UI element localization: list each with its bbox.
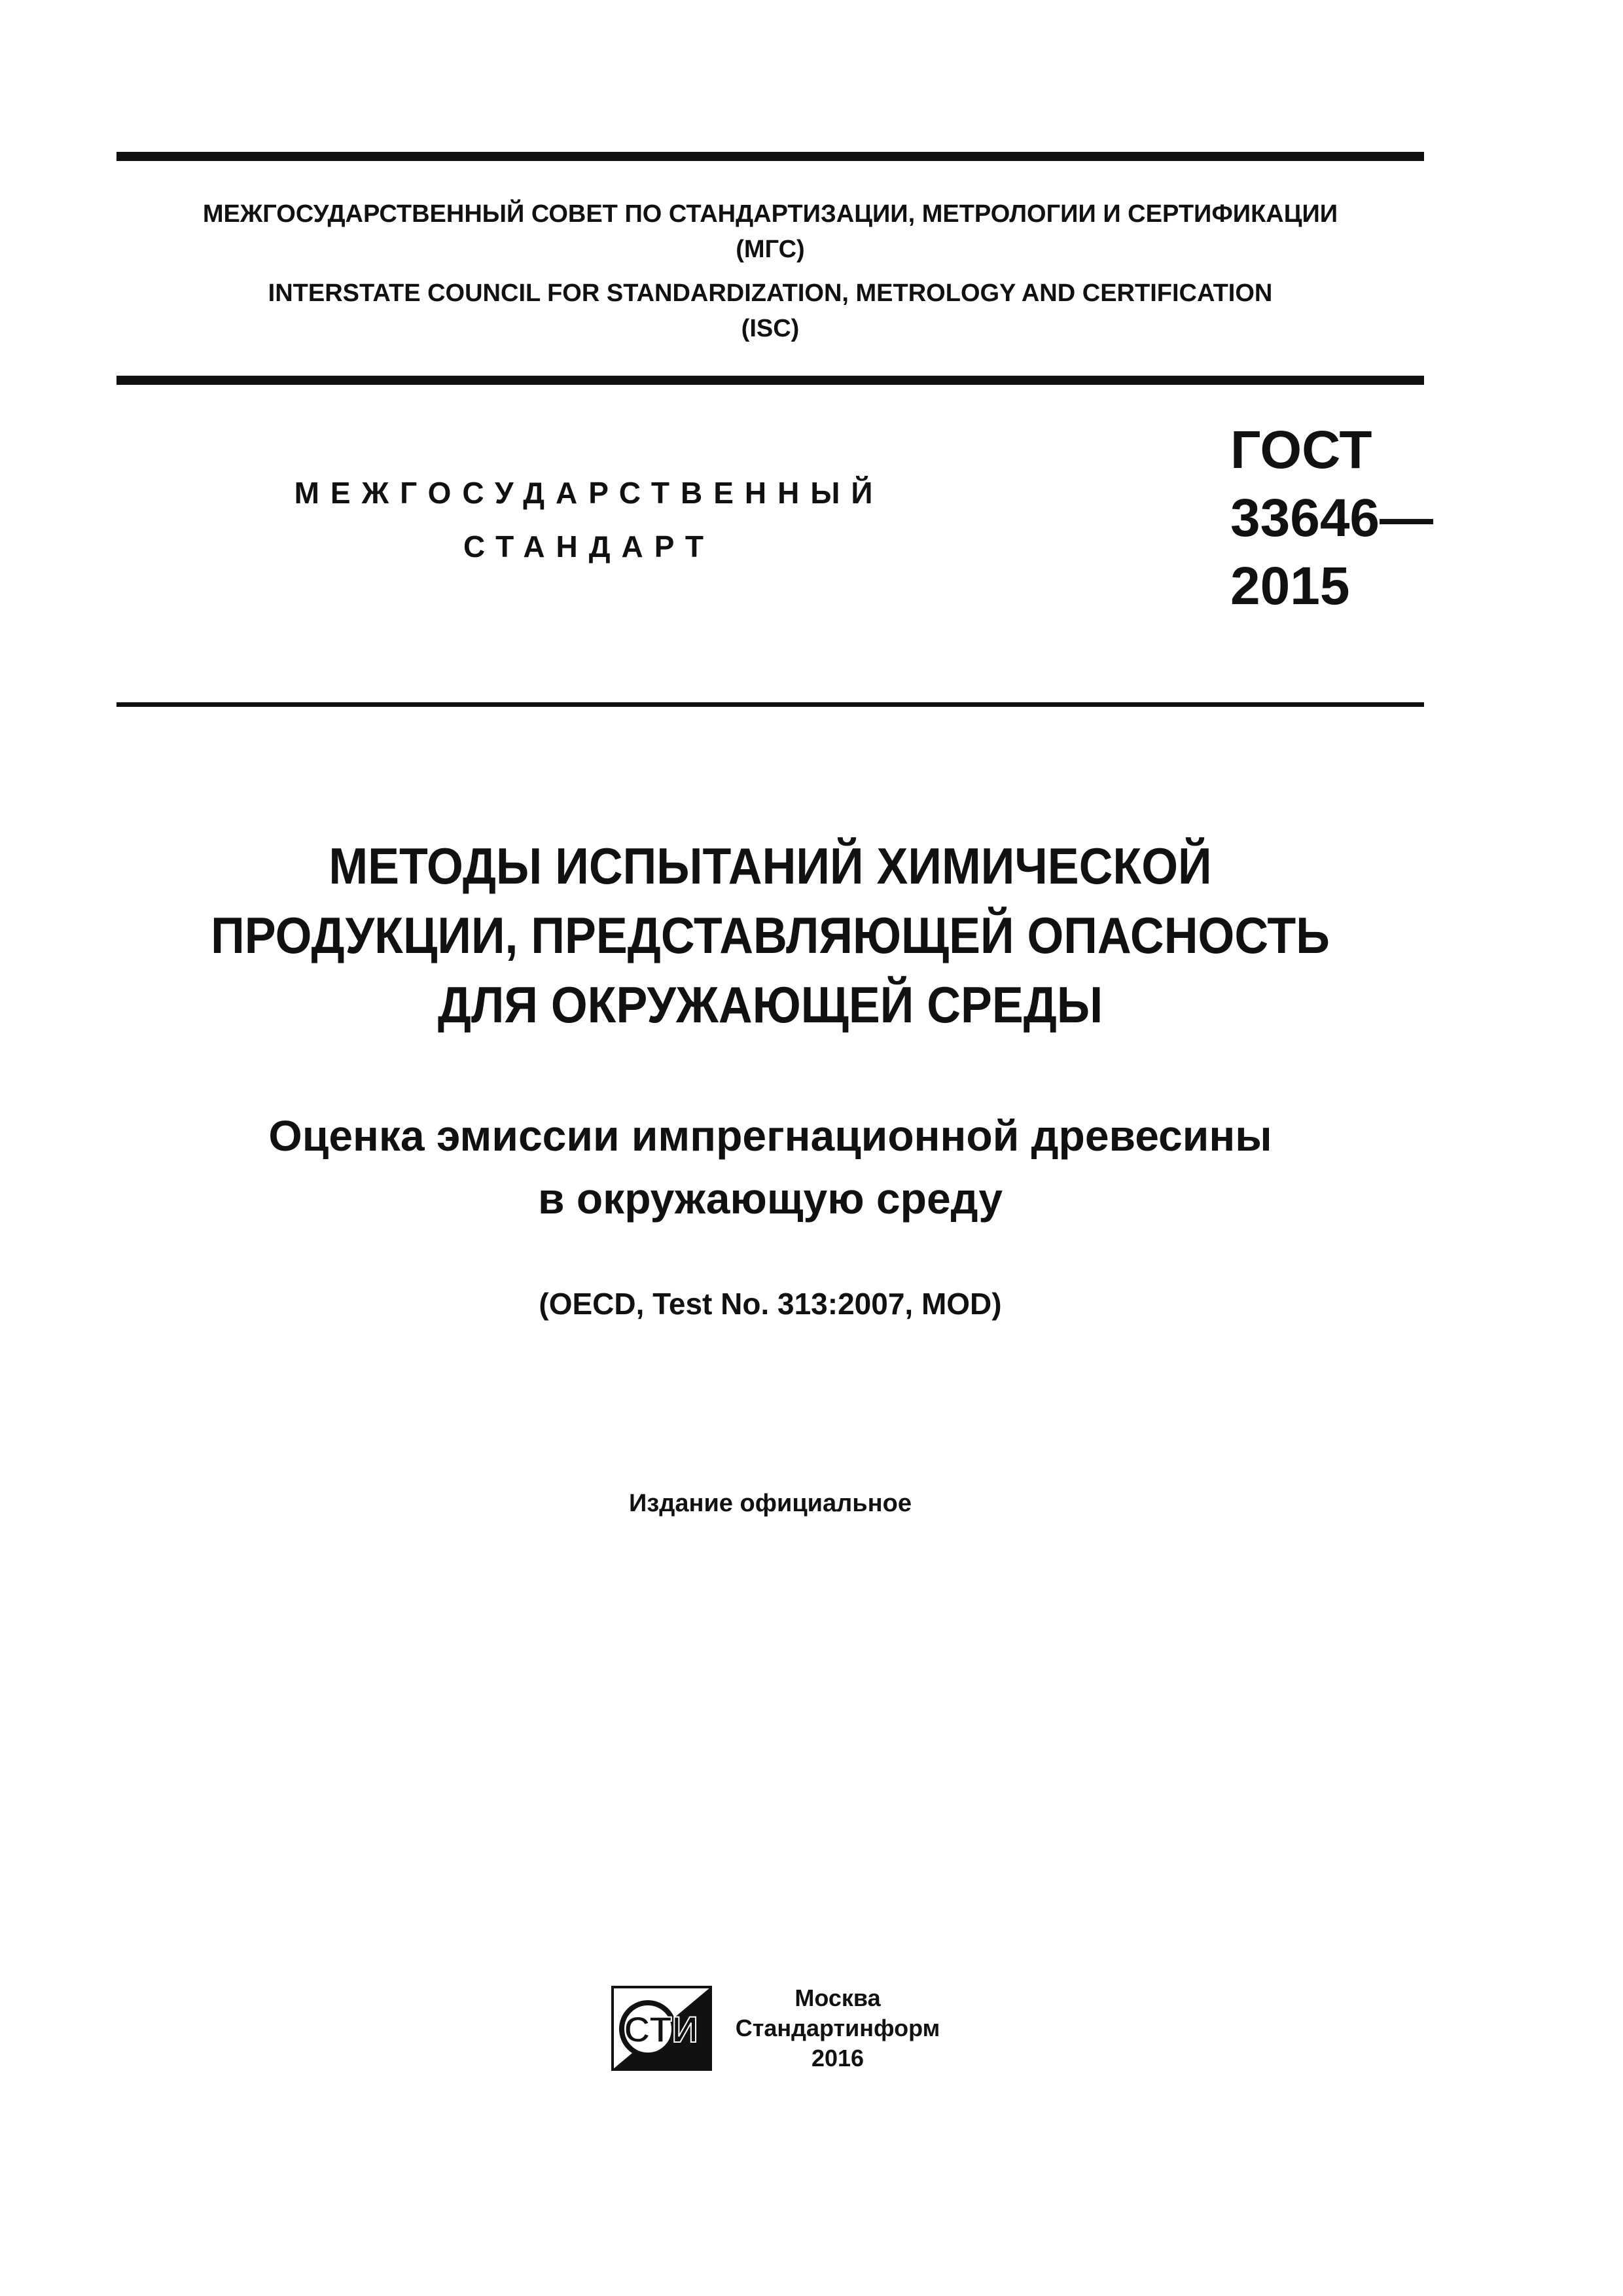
lower-divider — [116, 702, 1424, 707]
designation-year: 2015 — [1230, 556, 1350, 616]
council-name-en — [116, 276, 1424, 346]
logo-lettering: СТИ — [624, 2009, 698, 2050]
standartinform-logo-icon — [610, 1984, 713, 2072]
standard-type — [262, 466, 916, 573]
council-abbr-ru: (МГС) — [736, 236, 805, 263]
standard-designation — [1230, 416, 1433, 620]
council-name-ru-line1: МЕЖГОСУДАРСТВЕННЫЙ СОВЕТ ПО СТАНДАРТИЗАЦИИ, МЕТРОЛОГИИ И СЕРТИФИКАЦИИ — [202, 200, 1338, 228]
middle-divider — [116, 376, 1424, 385]
standard-type-line1: МЕЖГОСУДАРСТВЕННЫЙ — [294, 476, 884, 510]
title-line3: ДЛЯ ОКРУЖАЮЩЕЙ СРЕДЫ — [437, 976, 1103, 1033]
title-line1: МЕТОДЫ ИСПЫТАНИЙ ХИМИЧЕСКОЙ — [329, 837, 1212, 895]
subtitle-line1: Оценка эмиссии импрегнационной древесины — [268, 1111, 1272, 1160]
title-line2: ПРОДУКЦИИ, ПРЕДСТАВЛЯЮЩЕЙ ОПАСНОСТЬ — [211, 906, 1330, 964]
document-subtitle — [116, 1104, 1424, 1230]
council-abbr-en: (ISC) — [741, 315, 800, 342]
standard-type-line2: СТАНДАРТ — [463, 529, 715, 564]
subtitle-line2: в окружающую среду — [537, 1174, 1003, 1223]
document-title — [169, 831, 1372, 1039]
designation-number: 33646— — [1230, 488, 1434, 548]
council-name-ru — [116, 196, 1424, 267]
designation-prefix: ГОСТ — [1230, 420, 1372, 480]
top-divider — [116, 152, 1424, 161]
council-name-en-line1: INTERSTATE COUNCIL FOR STANDARDIZATION, METROLOGY AND CERTIFICATION — [268, 279, 1273, 307]
publisher-name: Стандартинформ — [735, 2015, 940, 2041]
publisher-city: Москва — [794, 1984, 881, 2011]
oecd-reference: (OECD, Test No. 313:2007, MOD) — [539, 1287, 1002, 1321]
publisher-year: 2016 — [811, 2045, 865, 2072]
publisher-block — [726, 1983, 949, 2073]
edition-note: Издание официальное — [629, 1490, 912, 1517]
